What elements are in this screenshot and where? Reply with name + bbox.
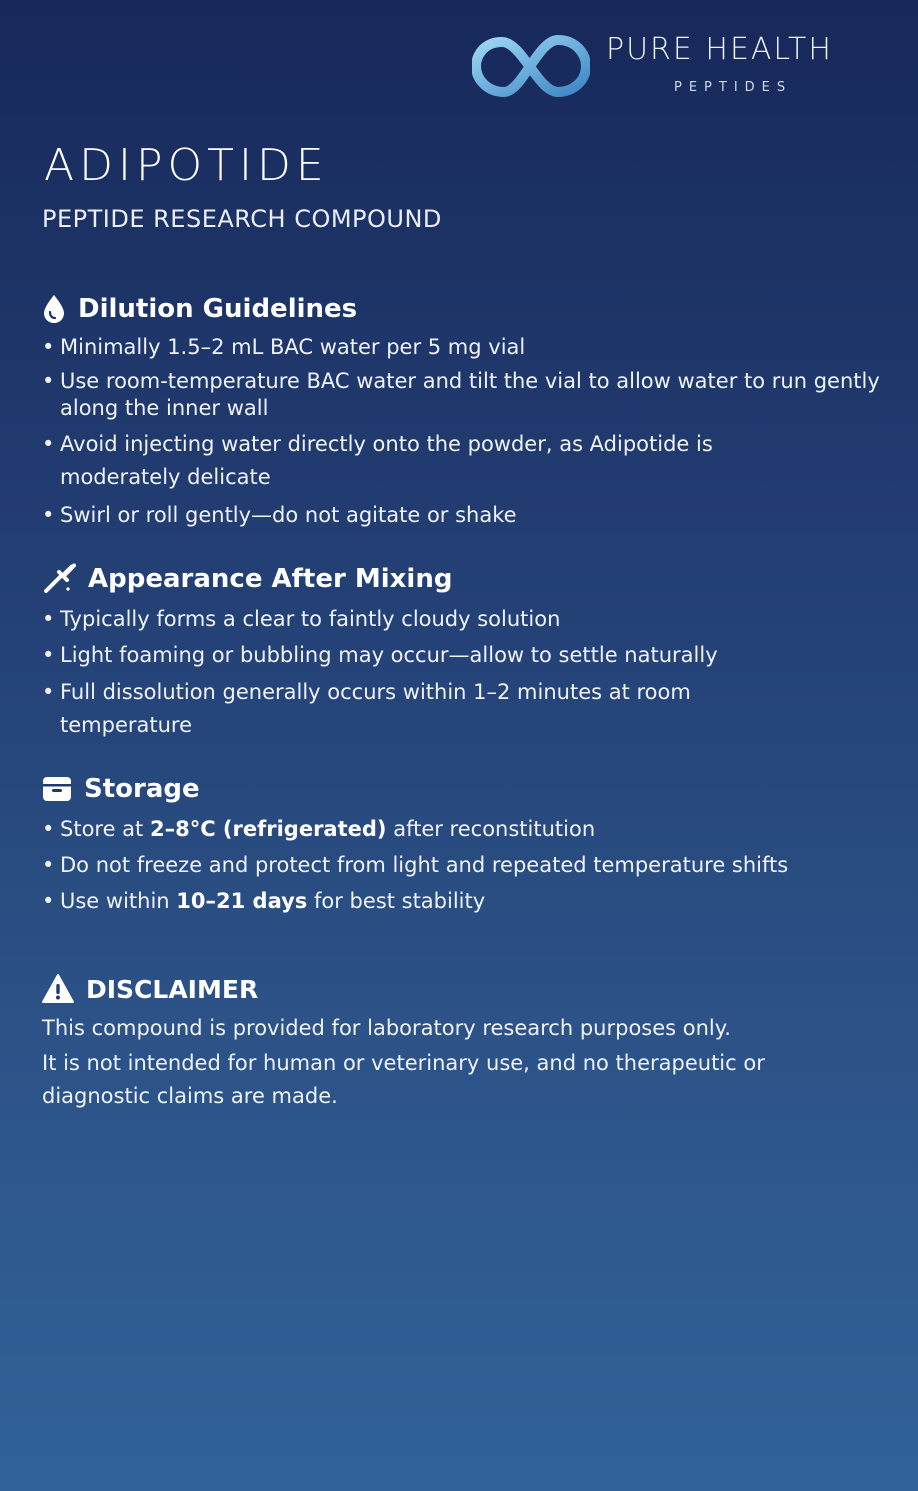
storage-list (42, 814, 882, 916)
list-item: • Use room-temperature BAC water and tilt the vial to allow water to run gently along the inner wall (42, 368, 882, 422)
appearance-list (42, 604, 882, 742)
list-item: • Swirl or roll gently—do not agitate or shake (42, 500, 882, 530)
list-item: • Do not freeze and protect from light and repeated temperature shifts (42, 850, 882, 880)
appearance-heading-label: Appearance After Mixing (88, 564, 453, 594)
warning-icon (42, 974, 76, 1004)
list-item: • Full dissolution generally occurs within 1–2 minutes at room temperature (42, 676, 882, 742)
disclaimer-line: It is not intended for human or veterinary use, and no therapeutic or diagnostic claims are made. (42, 1051, 765, 1108)
list-item: • Light foaming or bubbling may occur—allow to settle naturally (42, 640, 882, 670)
brand-subtitle: PEPTIDES (674, 80, 793, 95)
list-item: • Minimally 1.5–2 mL BAC water per 5 mg vial (42, 332, 882, 362)
dilution-heading-label: Dilution Guidelines (78, 294, 358, 324)
pipette-icon (42, 564, 78, 594)
water-drop-icon (42, 294, 68, 324)
infinity-loop-logo (472, 32, 590, 100)
storage-section (42, 772, 882, 922)
disclaimer-line: This compound is provided for laboratory research purposes only. (42, 1016, 731, 1040)
brand-name: PURE HEALTH (606, 32, 833, 67)
appearance-heading (42, 562, 882, 596)
storage-heading-label: Storage (84, 774, 200, 804)
list-item: • Use within 10–21 days for best stability (42, 886, 882, 916)
list-item: • Avoid injecting water directly onto the powder, as Adipotide is moderately delicate (42, 428, 882, 494)
dilution-list (42, 332, 882, 530)
storage-heading (42, 772, 882, 806)
list-item: • Store at 2–8°C (refrigerated) after reconstitution (42, 814, 882, 844)
disclaimer-heading (42, 972, 882, 1006)
disclaimer-heading-label: DISCLAIMER (86, 974, 259, 1004)
dilution-heading (42, 292, 882, 326)
dilution-section (42, 292, 882, 536)
disclaimer-body (42, 1012, 882, 1113)
storage-box-icon (42, 774, 74, 804)
appearance-section (42, 562, 882, 748)
disclaimer-section (42, 972, 882, 1115)
list-item: • Typically forms a clear to faintly cloudy solution (42, 604, 882, 634)
product-subtitle: PEPTIDE RESEARCH COMPOUND (42, 205, 442, 233)
product-title: ADIPOTIDE (44, 140, 329, 191)
brand-header (470, 28, 890, 108)
